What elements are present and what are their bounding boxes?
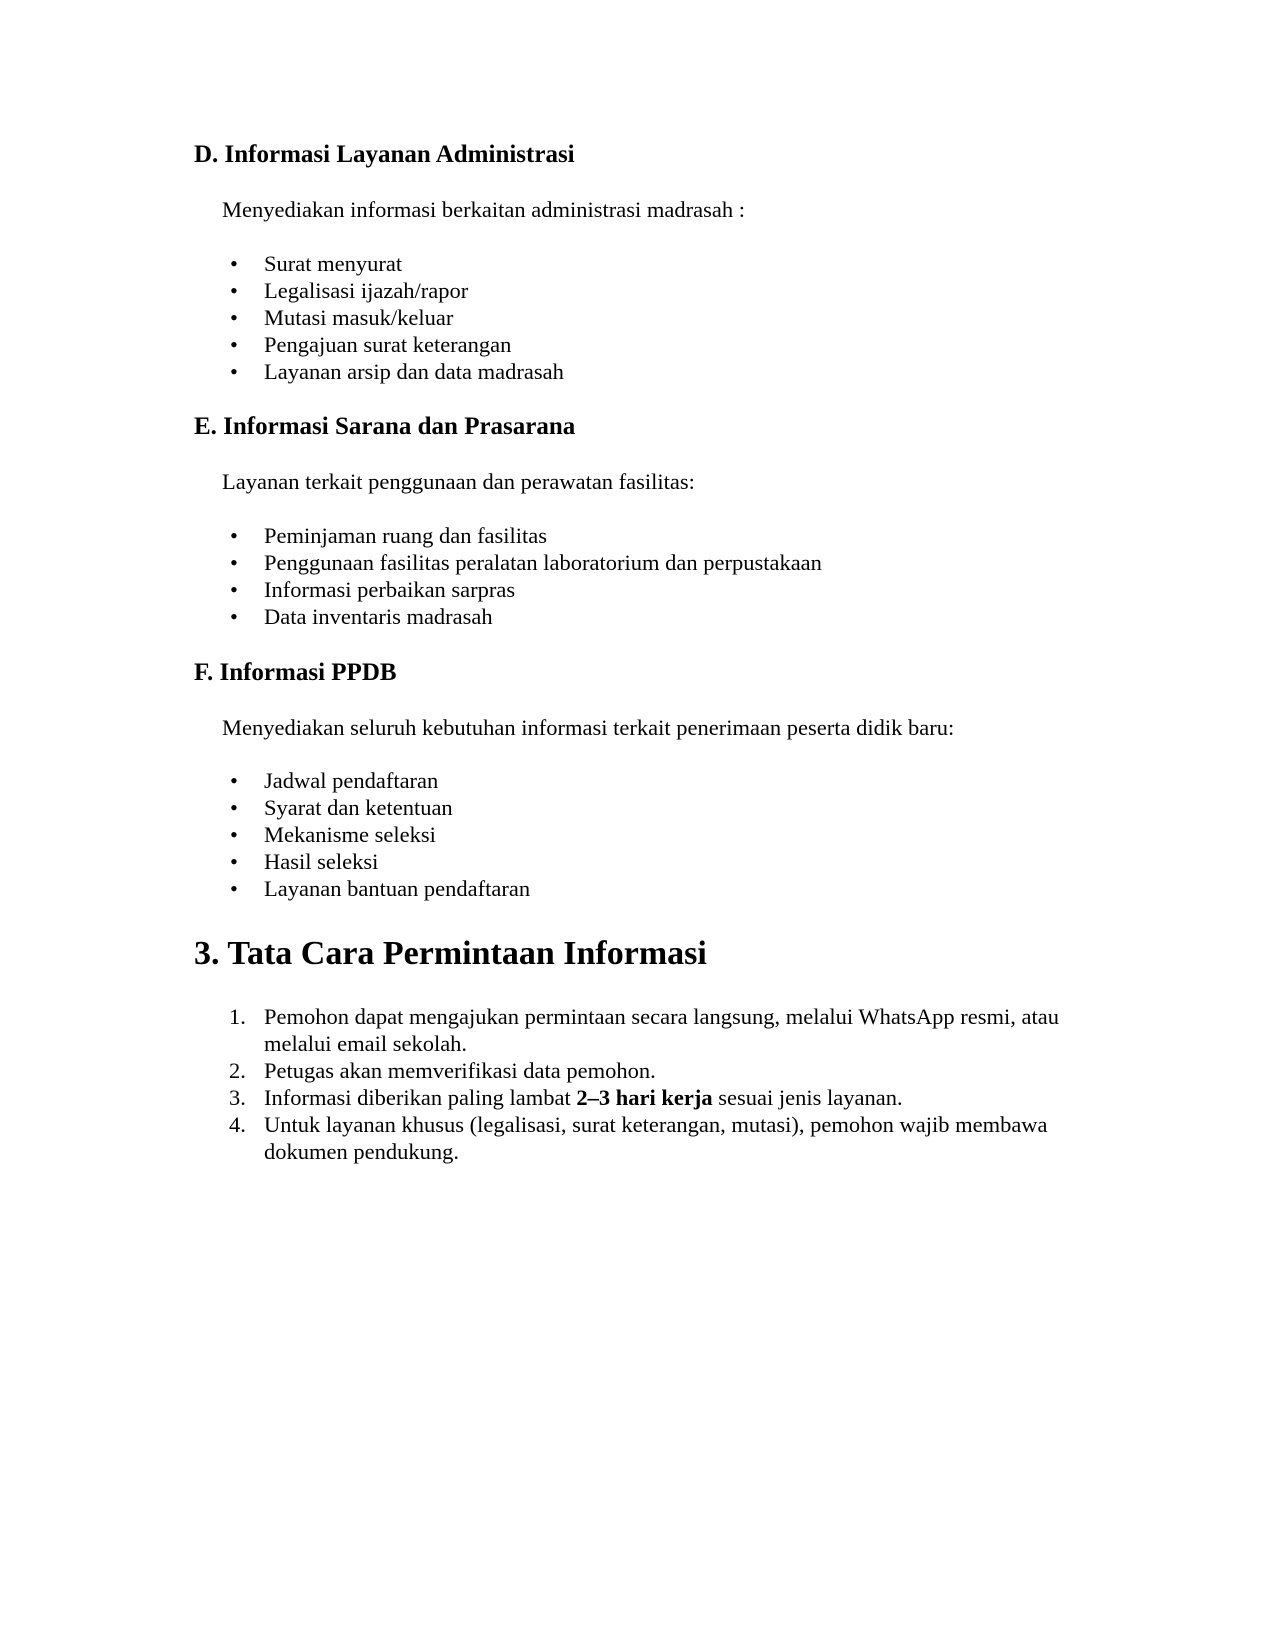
procedure-step xyxy=(0,1084,1064,1111)
procedure-step xyxy=(0,1111,1064,1165)
step-text: Petugas akan memverifikasi data pemohon. xyxy=(264,1058,656,1083)
document-page: D. Informasi Layanan Administrasi Menyediakan informasi berkaitan administrasi madrasah : • Surat menyurat • Legalisasi ijazah/rapor • Mutasi masuk/keluar • Pengajuan surat keterangan • Layanan arsip dan data madrasah E. Informasi Sarana dan Prasarana Layanan terkait penggunaan dan perawatan fasilitas: • Peminjaman ruang dan fasilitas • Penggunaan fasilitas peralatan laboratorium dan perpustakaan • Informasi perbaikan sarpras • Data inventaris madrasah F. Informasi PPDB Menyediakan seluruh kebutuhan informasi terkait penerimaan peserta didik baru: • Jadwal pendaftaran • Syarat dan ketentuan • Mekanisme seleksi • Hasil seleksi • Layanan bantuan pendaftaran 3. Tata Cara Permintaan Informasi 1. Pemohon dapat mengajukan permintaan secara langsung, melalui WhatsApp resmi, atau melalui email sekolah. 2. Petugas akan memverifikasi data pemohon. 3. Informasi diberikan paling lambat 2–3 hari kerja sesuai jenis layanan. 4. Untuk layanan khusus (legalisasi, surat keterangan, mutasi), pemohon wajib membawa dokumen pendukung. xyxy=(0,0,1275,1650)
bullet-icon: • xyxy=(230,876,238,901)
section-heading-ppdb: F. Informasi PPDB xyxy=(194,659,397,686)
step-text-bold: 2–3 hari kerja xyxy=(576,1085,713,1110)
procedure-step xyxy=(0,1057,1064,1084)
bullet-icon: • xyxy=(230,251,238,276)
procedure-heading: 3. Tata Cara Permintaan Informasi xyxy=(194,935,707,972)
section-intro-sarpras: Layanan terkait penggunaan dan perawatan fasilitas: xyxy=(222,469,695,494)
bullet-icon: • xyxy=(230,822,238,847)
step-number: 3. xyxy=(229,1085,246,1110)
bullet-icon: • xyxy=(230,278,238,303)
bullet-icon: • xyxy=(230,795,238,820)
step-number: 2. xyxy=(229,1058,246,1083)
step-text: Untuk layanan khusus (legalisasi, surat keterangan, mutasi), pemohon wajib membawa dokumen pendukung. xyxy=(264,1112,1048,1164)
bullet-icon: • xyxy=(230,768,238,793)
step-text-before: Informasi diberikan paling lambat xyxy=(264,1085,577,1110)
procedure-step xyxy=(0,1003,1064,1057)
step-text: Pemohon dapat mengajukan permintaan secara langsung, melalui WhatsApp resmi, atau melalui email sekolah. xyxy=(264,1004,1059,1056)
bullet-icon: • xyxy=(230,305,238,330)
bullet-icon: • xyxy=(230,577,238,602)
step-text-after: sesuai jenis layanan. xyxy=(712,1085,903,1110)
section-heading-sarpras: E. Informasi Sarana dan Prasarana xyxy=(194,413,576,440)
bullet-icon: • xyxy=(230,359,238,384)
procedure-steps-list xyxy=(0,1003,1064,1165)
step-number: 1. xyxy=(229,1004,246,1029)
bullet-icon: • xyxy=(230,550,238,575)
section-intro-administrasi: Menyediakan informasi berkaitan administrasi madrasah : xyxy=(222,197,745,222)
bullet-icon: • xyxy=(230,523,238,548)
step-number: 4. xyxy=(229,1112,246,1137)
bullet-icon: • xyxy=(230,849,238,874)
section-heading-administrasi: D. Informasi Layanan Administrasi xyxy=(194,141,575,168)
section-intro-ppdb: Menyediakan seluruh kebutuhan informasi terkait penerimaan peserta didik baru: xyxy=(222,715,955,740)
step-text xyxy=(264,1084,1064,1111)
bullet-icon: • xyxy=(230,332,238,357)
bullet-icon: • xyxy=(230,604,238,629)
